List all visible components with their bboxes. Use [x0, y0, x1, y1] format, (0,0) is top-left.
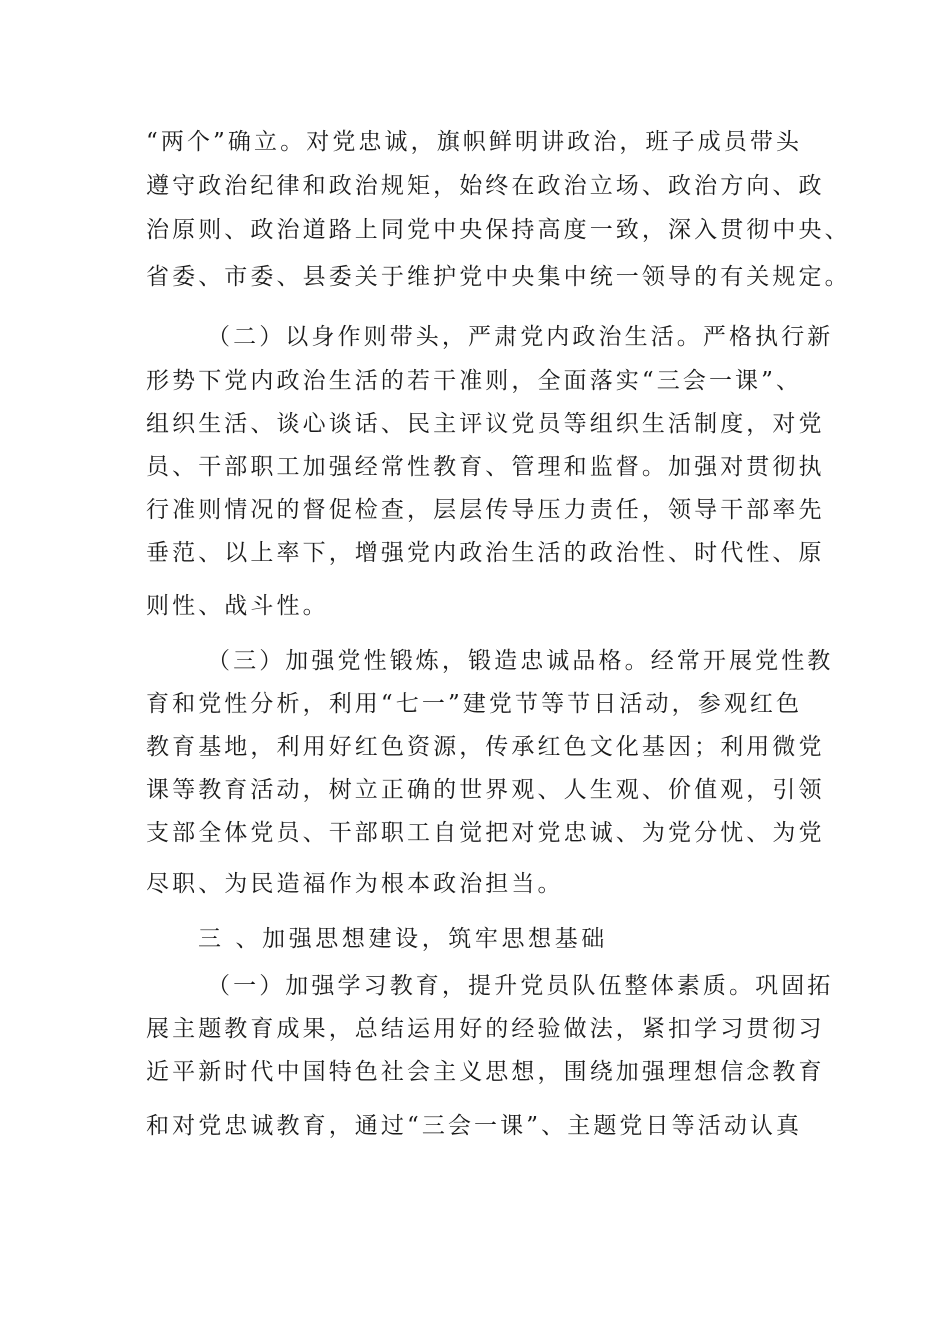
text-line: 治原则、政治道路上同党中央保持高度一致，深入贯彻中央、 — [146, 217, 851, 243]
text-line: 形势下党内政治生活的若干准则，全面落实“三会一课”、 — [146, 368, 803, 394]
paragraph-2-first-line: （二）以身作则带头，严肃党内政治生活。严格执行新 — [207, 324, 834, 350]
text-line: 省委、市委、县委关于维护党中央集中统一领导的有关规定。 — [146, 264, 851, 290]
text-line: “两个”确立。对党忠诚，旗帜鲜明讲政治，班子成员带头 — [146, 129, 803, 155]
text-line: 组织生活、谈心谈话、民主评议党员等组织生活制度，对党 — [146, 411, 825, 437]
paragraph-4-first-line: （一）加强学习教育，提升党员队伍整体素质。巩固拓 — [207, 973, 834, 999]
text-line: 遵守政治纪律和政治规矩，始终在政治立场、政治方向、政 — [146, 173, 825, 199]
text-line: 展主题教育成果，总结运用好的经验做法，紧扣学习贯彻习 — [146, 1016, 825, 1042]
text-line: 育和党性分析，利用“七一”建党节等节日活动，参观红色 — [146, 691, 803, 717]
text-line: 尽职、为民造福作为根本政治担当。 — [146, 871, 564, 897]
text-line: 则性、战斗性。 — [146, 593, 329, 619]
text-line: 垂范、以上率下，增强党内政治生活的政治性、时代性、原 — [146, 540, 825, 566]
text-line: 行准则情况的督促检查，层层传导压力责任，领导干部率先 — [146, 497, 825, 523]
section-heading: 三 、加强思想建设，筑牢思想基础 — [198, 926, 608, 952]
text-line: 近平新时代中国特色社会主义思想，围绕加强理想信念教育 — [146, 1059, 825, 1085]
text-line: 教育基地，利用好红色资源，传承红色文化基因；利用微党 — [146, 734, 825, 760]
text-line: 和对党忠诚教育，通过“三会一课”、主题党日等活动认真 — [146, 1113, 803, 1139]
text-line: 支部全体党员、干部职工自觉把对党忠诚、为党分忧、为党 — [146, 820, 825, 846]
paragraph-3-first-line: （三）加强党性锻炼，锻造忠诚品格。经常开展党性教 — [207, 648, 834, 674]
text-line: 员、干部职工加强经常性教育、管理和监督。加强对贯彻执 — [146, 454, 825, 480]
text-line: 课等教育活动，树立正确的世界观、人生观、价值观，引领 — [146, 777, 825, 803]
